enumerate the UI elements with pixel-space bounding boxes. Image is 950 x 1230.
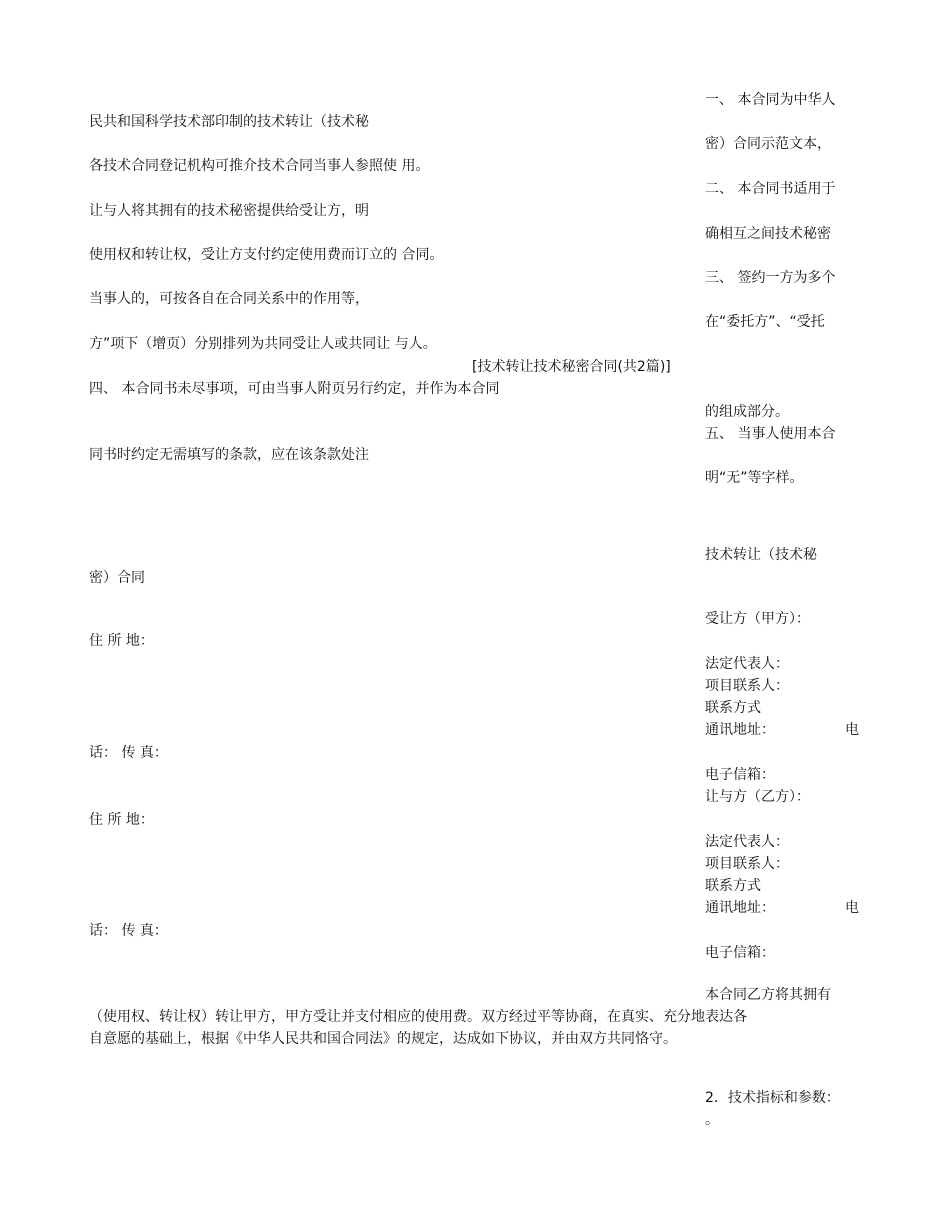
intro-clause-2-line-2: 让与人将其拥有的技术秘密提供给受让方，明 bbox=[89, 203, 369, 219]
contract-title-start: 技术转让（技术秘 bbox=[705, 547, 817, 563]
intro-clause-3-cont: 在“委托方”、“受托 bbox=[705, 314, 825, 330]
intro-clause-4-end: 的组成部分。 bbox=[705, 404, 789, 420]
assignee-phone-label-start: 电 bbox=[845, 722, 859, 738]
intro-clause-3-start: 三、 签约一方为多个 bbox=[705, 270, 836, 286]
intro-clause-1-cont: 密）合同示范文本， bbox=[705, 136, 831, 152]
assignor-legal-rep: 法定代表人： bbox=[705, 834, 789, 850]
intro-clause-3-line-3: 方”项下（增页）分别排列为共同受让人或共同让 与人。 bbox=[89, 336, 437, 352]
assignee-contact-method: 联系方式 bbox=[705, 700, 761, 716]
intro-clause-1-start: 一、 本合同为中华人 bbox=[705, 92, 836, 108]
body-paragraph-line-2: （使用权、转让权）转让甲方，甲方受让并支付相应的使用费。双方经过平等协商，在真实、充分地表达各 bbox=[89, 1009, 747, 1025]
document-title-bracket: [技术转让技术秘密合同(共2篇)] bbox=[472, 359, 671, 375]
contract-title-end: 密）合同 bbox=[89, 570, 145, 586]
assignee-residence: 住 所 地： bbox=[89, 633, 154, 649]
assignee-heading: 受让方（甲方）： bbox=[705, 611, 810, 627]
intro-clause-2-cont: 确相互之间技术秘密 bbox=[705, 226, 831, 242]
assignor-email: 电子信箱： bbox=[705, 945, 775, 961]
intro-clause-1-line-2: 民共和国科学技术部印制的技术转让（技术秘 bbox=[89, 114, 369, 130]
assignor-residence: 住 所 地： bbox=[89, 812, 154, 828]
intro-clause-1-line-3: 各技术合同登记机构可推介技术合同当事人参照使 用。 bbox=[89, 158, 430, 174]
assignor-contact-method: 联系方式 bbox=[705, 878, 761, 894]
intro-clause-3-line-2: 当事人的，可按各自在合同关系中的作用等， bbox=[89, 291, 369, 307]
assignee-mailing-address: 通讯地址： bbox=[705, 722, 775, 738]
tech-indicators-heading: 2．技术指标和参数： bbox=[705, 1090, 840, 1106]
intro-clause-4-start: 四、 本合同书未尽事项，可由当事人附页另行约定，并作为本合同 bbox=[89, 381, 500, 397]
assignor-mailing-address: 通讯地址： bbox=[705, 900, 775, 916]
tech-indicators-period: 。 bbox=[705, 1112, 719, 1128]
assignee-email: 电子信箱： bbox=[705, 767, 775, 783]
body-paragraph-start: 本合同乙方将其拥有 bbox=[705, 987, 831, 1003]
assignor-phone-label-start: 电 bbox=[845, 900, 859, 916]
intro-clause-5-end: 明“无”等字样。 bbox=[705, 470, 804, 486]
intro-clause-2-start: 二、 本合同书适用于 bbox=[705, 181, 836, 197]
assignee-phone-fax: 话： 传 真： bbox=[89, 745, 168, 761]
assignor-phone-fax: 话： 传 真： bbox=[89, 923, 168, 939]
intro-clause-2-line-3: 使用权和转让权，受让方支付约定使用费而订立的 合同。 bbox=[89, 247, 444, 263]
assignor-heading: 让与方（乙方）： bbox=[705, 789, 810, 805]
assignee-project-contact: 项目联系人： bbox=[705, 678, 789, 694]
assignee-legal-rep: 法定代表人： bbox=[705, 656, 789, 672]
intro-clause-5-start: 五、 当事人使用本合 bbox=[705, 426, 836, 442]
intro-clause-5-line-2: 同书时约定无需填写的条款，应在该条款处注 bbox=[89, 447, 369, 463]
assignor-project-contact: 项目联系人： bbox=[705, 856, 789, 872]
body-paragraph-line-3: 自意愿的基础上，根据《中华人民共和国合同法》的规定，达成如下协议，并由双方共同恪守。 bbox=[89, 1031, 677, 1047]
